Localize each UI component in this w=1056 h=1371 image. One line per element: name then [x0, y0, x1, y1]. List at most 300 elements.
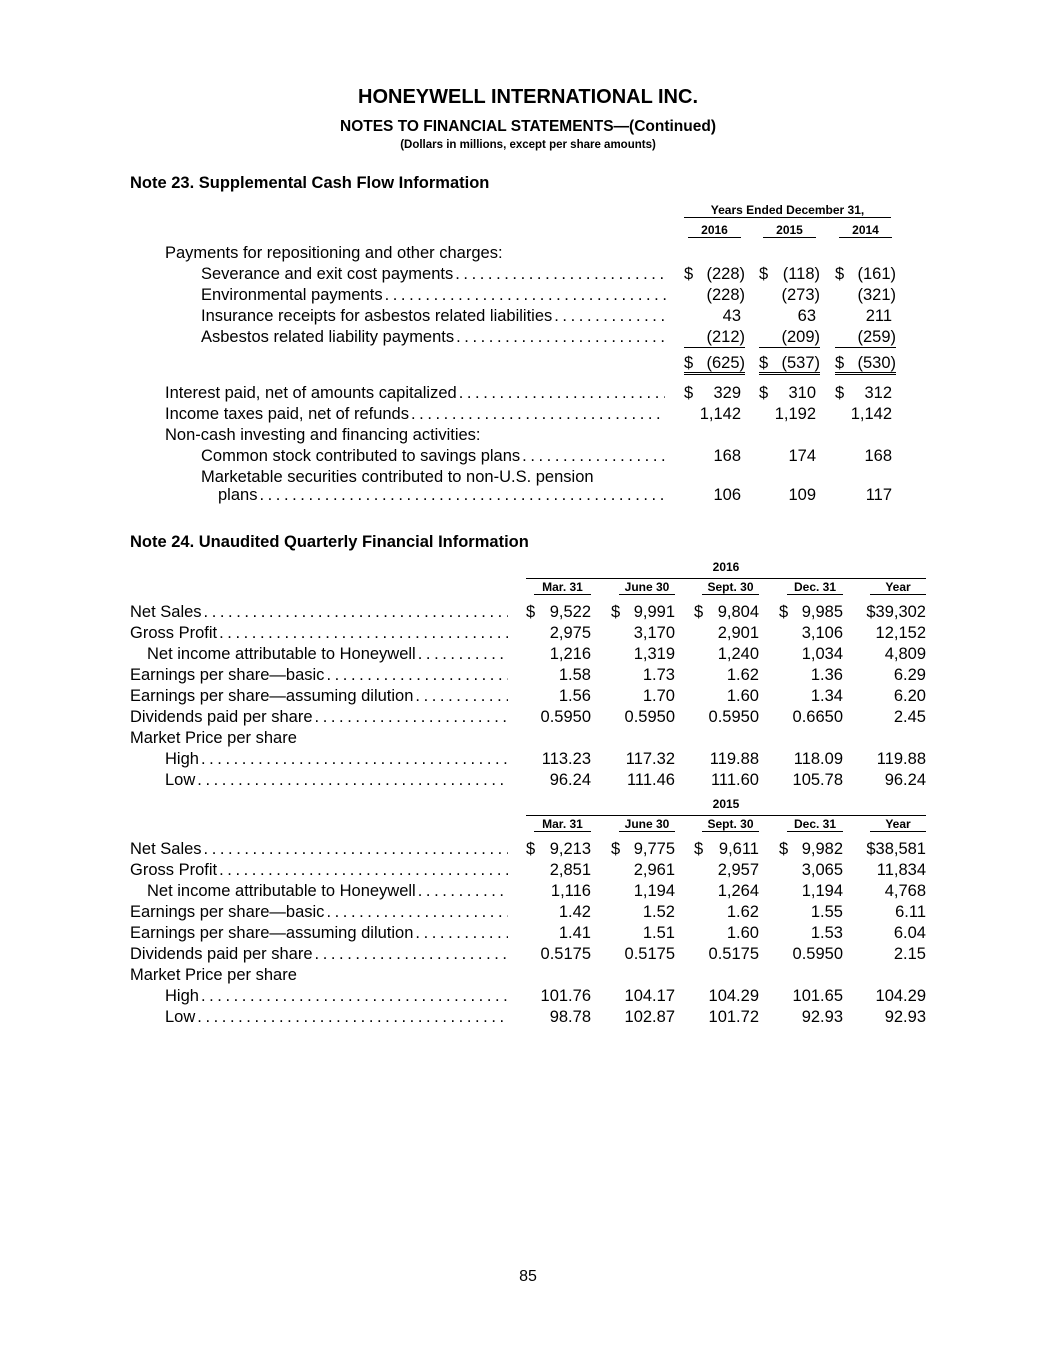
cell-value: (321) — [857, 286, 896, 304]
row-label: High . . . — [165, 749, 508, 770]
cell-value: 0.5175 — [624, 945, 675, 963]
cell-value: 104.17 — [624, 987, 675, 1005]
value-cell — [779, 944, 843, 965]
value-cell — [684, 306, 741, 327]
value-cell — [835, 264, 896, 285]
value-cell — [759, 306, 816, 327]
value-cell — [526, 1007, 591, 1028]
cell-value: 109 — [788, 486, 816, 504]
year-header: 2016 — [712, 560, 740, 574]
column-header: Sept. 30 — [702, 580, 759, 595]
cell-value: 106 — [713, 486, 741, 504]
table-row — [0, 749, 1056, 770]
cell-value: 2.15 — [893, 945, 926, 963]
table-row — [0, 602, 1056, 623]
year-header: 2015 — [763, 223, 816, 238]
value-cell — [835, 306, 892, 327]
value-cell — [694, 707, 759, 728]
cell-value: 211 — [865, 307, 892, 325]
cell-value: 63 — [797, 307, 816, 325]
value-cell — [684, 404, 741, 425]
row-label: plans . . . — [218, 485, 666, 506]
cell-value: 1.42 — [558, 903, 591, 921]
table-row — [0, 686, 1056, 707]
value-cell — [694, 686, 759, 707]
value-cell — [862, 881, 926, 902]
year-header: 2014 — [839, 223, 892, 238]
table-row — [0, 306, 1056, 327]
value-cell — [862, 686, 926, 707]
cell-value: 104.29 — [708, 987, 759, 1005]
table-row — [0, 860, 1056, 881]
table-row — [0, 1007, 1056, 1028]
row-label: Insurance receipts for asbestos related liabilities . . . — [201, 306, 666, 327]
value-cell — [526, 602, 591, 623]
cell-value: 1,034 — [801, 645, 843, 663]
row-label: Severance and exit cost payments . . . — [201, 264, 666, 285]
row-label: Interest paid, net of amounts capitalized . . . — [165, 383, 665, 404]
cell-value: 329 — [713, 384, 741, 402]
table-row — [0, 902, 1056, 923]
row-label: Net Sales . . . — [130, 602, 508, 623]
section-heading — [0, 243, 1056, 264]
value-cell — [526, 707, 591, 728]
cell-value: 0.5950 — [624, 708, 675, 726]
section-heading — [0, 728, 1056, 749]
currency-symbol: $ — [526, 840, 536, 858]
table-row — [0, 383, 1056, 404]
cell-value: 98.78 — [549, 1008, 591, 1026]
row-label: Non-cash investing and financing activities: — [165, 426, 481, 444]
value-cell — [526, 686, 591, 707]
value-cell — [779, 923, 843, 944]
cell-value: 9,611 — [718, 840, 759, 858]
value-cell — [694, 923, 759, 944]
cell-value: 312 — [864, 384, 892, 402]
value-cell — [779, 839, 843, 860]
cell-value: 0.5175 — [708, 945, 759, 963]
row-label: Common stock contributed to savings plans . . . — [201, 446, 666, 467]
table-row — [0, 923, 1056, 944]
cell-value: 12,152 — [875, 624, 926, 642]
row-label: Income taxes paid, net of refunds . . . — [165, 404, 665, 425]
row-label: Dividends paid per share . . . — [130, 944, 508, 965]
value-cell — [835, 285, 896, 306]
table-row — [0, 404, 1056, 425]
value-cell — [526, 839, 591, 860]
currency-symbol: $ — [684, 265, 694, 283]
value-cell — [835, 485, 892, 506]
cell-value: 0.5950 — [708, 708, 759, 726]
page-number: 85 — [519, 1268, 537, 1285]
value-cell — [862, 707, 926, 728]
value-cell — [779, 644, 843, 665]
value-cell — [684, 285, 745, 306]
cell-value: 0.5175 — [540, 945, 591, 963]
value-cell — [694, 860, 759, 881]
cell-value: (228) — [706, 286, 745, 304]
value-cell — [862, 986, 926, 1007]
cell-value: 6.04 — [893, 924, 926, 942]
value-cell — [694, 623, 759, 644]
cell-value: 101.72 — [708, 1008, 759, 1026]
value-cell — [862, 770, 926, 791]
value-cell — [611, 644, 675, 665]
currency-symbol: $ — [684, 354, 694, 372]
cell-value: 92.93 — [801, 1008, 843, 1026]
cell-value: (537) — [781, 354, 820, 372]
cell-value: 119.88 — [709, 750, 759, 768]
cell-value: 1.51 — [642, 924, 675, 942]
cell-value: $38,581 — [866, 840, 926, 858]
value-cell — [779, 686, 843, 707]
cell-value: 1.56 — [558, 687, 591, 705]
cell-value: 2,851 — [549, 861, 591, 879]
value-cell — [611, 902, 675, 923]
value-cell — [526, 644, 591, 665]
cell-value: 1,264 — [717, 882, 759, 900]
currency-symbol: $ — [779, 603, 789, 621]
row-label: Earnings per share—basic . . . — [130, 665, 508, 686]
cell-value: 1.34 — [810, 687, 843, 705]
value-cell — [694, 1007, 759, 1028]
column-header: Dec. 31 — [787, 817, 843, 832]
row-label: Marketable securities contributed to non-U.S. pension — [201, 468, 594, 486]
value-cell — [779, 1007, 843, 1028]
cell-value: 96.24 — [884, 771, 926, 789]
value-cell — [862, 665, 926, 686]
cell-value: (118) — [782, 265, 820, 283]
note23-title: Note 23. Supplemental Cash Flow Information — [130, 174, 490, 192]
value-cell — [611, 860, 675, 881]
column-header: Year — [870, 580, 926, 595]
cell-value: 2,901 — [717, 624, 759, 642]
value-cell — [684, 327, 745, 348]
value-cell — [526, 881, 591, 902]
value-cell — [611, 623, 675, 644]
value-cell — [611, 944, 675, 965]
value-cell — [684, 264, 745, 285]
value-cell — [526, 944, 591, 965]
table-row — [0, 707, 1056, 728]
value-cell — [684, 485, 741, 506]
value-cell — [611, 749, 675, 770]
cell-value: 111.46 — [626, 771, 675, 789]
value-cell — [862, 923, 926, 944]
value-cell — [835, 404, 892, 425]
cell-value: 117 — [865, 486, 892, 504]
cell-value: 1,194 — [633, 882, 675, 900]
cell-value: (228) — [706, 265, 745, 283]
value-cell — [694, 770, 759, 791]
cell-value: 4,768 — [884, 882, 926, 900]
value-cell — [862, 644, 926, 665]
cell-value: 1,240 — [717, 645, 759, 663]
currency-symbol: $ — [779, 840, 789, 858]
row-label: High . . . — [165, 986, 508, 1007]
cell-value: (625) — [706, 354, 745, 372]
cell-value: 119.88 — [876, 750, 926, 768]
cell-value: $39,302 — [866, 603, 926, 621]
row-label: Earnings per share—assuming dilution . . . — [130, 686, 508, 707]
value-cell — [759, 404, 816, 425]
cell-value: 6.20 — [893, 687, 926, 705]
currency-symbol: $ — [694, 603, 704, 621]
value-cell — [611, 839, 675, 860]
cell-value: 117.32 — [625, 750, 675, 768]
value-cell — [759, 485, 816, 506]
column-header: Mar. 31 — [534, 817, 591, 832]
table-row — [0, 944, 1056, 965]
value-cell — [779, 749, 843, 770]
currency-symbol: $ — [684, 384, 694, 402]
cell-value: 9,775 — [633, 840, 675, 858]
value-cell — [526, 623, 591, 644]
cell-value: 11,834 — [876, 861, 926, 879]
currency-symbol: $ — [759, 354, 769, 372]
value-cell — [759, 383, 816, 404]
value-cell — [835, 353, 896, 375]
row-label: Environmental payments . . . — [201, 285, 666, 306]
section-heading — [0, 965, 1056, 986]
value-cell — [862, 1007, 926, 1028]
cell-value: 105.78 — [792, 771, 843, 789]
cell-value: (530) — [857, 354, 896, 372]
value-cell — [526, 860, 591, 881]
table-row — [0, 446, 1056, 467]
column-header: Year — [870, 817, 926, 832]
row-label: Asbestos related liability payments . . . — [201, 327, 666, 348]
cell-value: (273) — [781, 286, 820, 304]
cell-value: 6.11 — [895, 903, 926, 921]
currency-symbol: $ — [759, 384, 769, 402]
cell-value: (259) — [857, 328, 896, 346]
cell-value: (161) — [857, 265, 896, 283]
row-label: Low . . . — [165, 1007, 508, 1028]
value-cell — [611, 986, 675, 1007]
cell-value: 1.41 — [558, 924, 591, 942]
cell-value: 3,106 — [801, 624, 843, 642]
cell-value: 4,809 — [884, 645, 926, 663]
value-cell — [862, 749, 926, 770]
row-label: Dividends paid per share . . . — [130, 707, 508, 728]
table-row — [0, 644, 1056, 665]
cell-value: 43 — [722, 307, 741, 325]
currency-symbol: $ — [835, 384, 845, 402]
column-header: June 30 — [619, 817, 675, 832]
currency-symbol: $ — [611, 840, 621, 858]
value-cell — [779, 623, 843, 644]
cell-value: 102.87 — [624, 1008, 675, 1026]
value-cell — [694, 881, 759, 902]
value-cell — [611, 602, 675, 623]
cell-value: 1.62 — [726, 666, 759, 684]
value-cell — [835, 327, 896, 348]
table-row — [0, 986, 1056, 1007]
cell-value: 9,213 — [549, 840, 591, 858]
cell-value: 1.60 — [726, 687, 759, 705]
value-cell — [779, 770, 843, 791]
header-rule — [526, 578, 926, 579]
year-header: 2016 — [688, 223, 741, 238]
value-cell — [862, 860, 926, 881]
cell-value: 9,804 — [717, 603, 759, 621]
cell-value: 168 — [864, 447, 892, 465]
table-row — [0, 665, 1056, 686]
row-label: Earnings per share—assuming dilution . . . — [130, 923, 508, 944]
cell-value: 168 — [713, 447, 741, 465]
cell-value: 174 — [788, 447, 816, 465]
row-label: Earnings per share—basic . . . — [130, 902, 508, 923]
cell-value: 111.60 — [710, 771, 759, 789]
cell-value: 1,194 — [801, 882, 843, 900]
table-row — [0, 285, 1056, 306]
value-cell — [779, 707, 843, 728]
cell-value: 2,957 — [717, 861, 759, 879]
cell-value: 1.36 — [810, 666, 843, 684]
value-cell — [779, 881, 843, 902]
cell-value: 1.52 — [642, 903, 675, 921]
row-label: Market Price per share — [130, 729, 297, 747]
cell-value: 2,975 — [549, 624, 591, 642]
cell-value: 2,961 — [633, 861, 675, 879]
value-cell — [779, 602, 843, 623]
cell-value: 3,170 — [633, 624, 675, 642]
value-cell — [759, 446, 816, 467]
value-cell — [684, 353, 745, 375]
column-header: Sept. 30 — [702, 817, 759, 832]
year-header: 2015 — [712, 797, 740, 811]
notes-title: NOTES TO FINANCIAL STATEMENTS—(Continued) — [340, 118, 716, 135]
value-cell — [779, 665, 843, 686]
cell-value: 0.5950 — [540, 708, 591, 726]
table-row — [0, 770, 1056, 791]
value-cell — [611, 1007, 675, 1028]
cell-value: 1.58 — [558, 666, 591, 684]
row-label: Gross Profit . . . — [130, 623, 508, 644]
value-cell — [694, 839, 759, 860]
value-cell — [862, 623, 926, 644]
cell-value: 1,319 — [633, 645, 675, 663]
cell-value: 101.65 — [792, 987, 843, 1005]
value-cell — [759, 327, 820, 348]
value-cell — [779, 902, 843, 923]
cell-value: 118.09 — [793, 750, 843, 768]
row-label: Low . . . — [165, 770, 508, 791]
value-cell — [694, 665, 759, 686]
note24-title: Note 24. Unaudited Quarterly Financial Information — [130, 533, 529, 551]
currency-symbol: $ — [694, 840, 704, 858]
currency-symbol: $ — [835, 354, 845, 372]
value-cell — [611, 770, 675, 791]
value-cell — [526, 770, 591, 791]
currency-symbol: $ — [835, 265, 845, 283]
cell-value: 6.29 — [893, 666, 926, 684]
value-cell — [526, 902, 591, 923]
column-header: Mar. 31 — [534, 580, 591, 595]
row-label: Gross Profit . . . — [130, 860, 508, 881]
total-row — [0, 353, 1056, 374]
cell-value: 104.29 — [875, 987, 926, 1005]
value-cell — [835, 383, 892, 404]
cell-value: 1,142 — [699, 405, 741, 423]
cell-value: 9,985 — [801, 603, 843, 621]
row-label: Net Sales . . . — [130, 839, 508, 860]
cell-value: (209) — [781, 328, 820, 346]
value-cell — [526, 986, 591, 1007]
cell-value: 1.62 — [726, 903, 759, 921]
value-cell — [862, 602, 926, 623]
table-row — [0, 881, 1056, 902]
cell-value: 2.45 — [893, 708, 926, 726]
currency-symbol: $ — [611, 603, 621, 621]
row-label: Market Price per share — [130, 966, 297, 984]
value-cell — [611, 665, 675, 686]
cell-value: 92.93 — [884, 1008, 926, 1026]
row-label: Net income attributable to Honeywell . . . — [147, 644, 508, 665]
cell-value: 1.60 — [726, 924, 759, 942]
company-name: HONEYWELL INTERNATIONAL INC. — [358, 86, 698, 108]
cell-value: 310 — [788, 384, 816, 402]
value-cell — [759, 264, 820, 285]
cell-value: 101.76 — [540, 987, 591, 1005]
cell-value: 96.24 — [549, 771, 591, 789]
cell-value: 1.73 — [642, 666, 675, 684]
value-cell — [611, 881, 675, 902]
section-heading — [0, 425, 1056, 446]
value-cell — [694, 644, 759, 665]
row-label: Payments for repositioning and other charges: — [165, 244, 503, 262]
cell-value: 1,216 — [549, 645, 591, 663]
period-header: Years Ended December 31, — [684, 203, 891, 218]
currency-symbol: $ — [759, 265, 769, 283]
value-cell — [835, 446, 892, 467]
cell-value: 1.53 — [810, 924, 843, 942]
value-cell — [862, 839, 926, 860]
value-cell — [862, 944, 926, 965]
value-cell — [526, 749, 591, 770]
value-cell — [611, 707, 675, 728]
table-row — [0, 623, 1056, 644]
table-row — [0, 485, 1056, 506]
value-cell — [694, 902, 759, 923]
cell-value: 1.55 — [810, 903, 843, 921]
value-cell — [684, 383, 741, 404]
value-cell — [694, 749, 759, 770]
cell-value: 0.6650 — [792, 708, 843, 726]
value-cell — [611, 923, 675, 944]
value-cell — [526, 923, 591, 944]
cell-value: 1,192 — [774, 405, 816, 423]
cell-value: 9,982 — [801, 840, 843, 858]
value-cell — [779, 986, 843, 1007]
value-cell — [611, 686, 675, 707]
row-label: Net income attributable to Honeywell . . . — [147, 881, 508, 902]
table-row — [0, 264, 1056, 285]
cell-value: 3,065 — [801, 861, 843, 879]
value-cell — [759, 285, 820, 306]
header-rule — [526, 815, 926, 816]
value-cell — [694, 986, 759, 1007]
value-cell — [684, 446, 741, 467]
value-cell — [862, 902, 926, 923]
cell-value: 9,991 — [633, 603, 675, 621]
cell-value: (212) — [706, 328, 745, 346]
value-cell — [694, 944, 759, 965]
value-cell — [759, 353, 820, 375]
cell-value: 1,116 — [550, 882, 591, 900]
column-header: June 30 — [619, 580, 675, 595]
